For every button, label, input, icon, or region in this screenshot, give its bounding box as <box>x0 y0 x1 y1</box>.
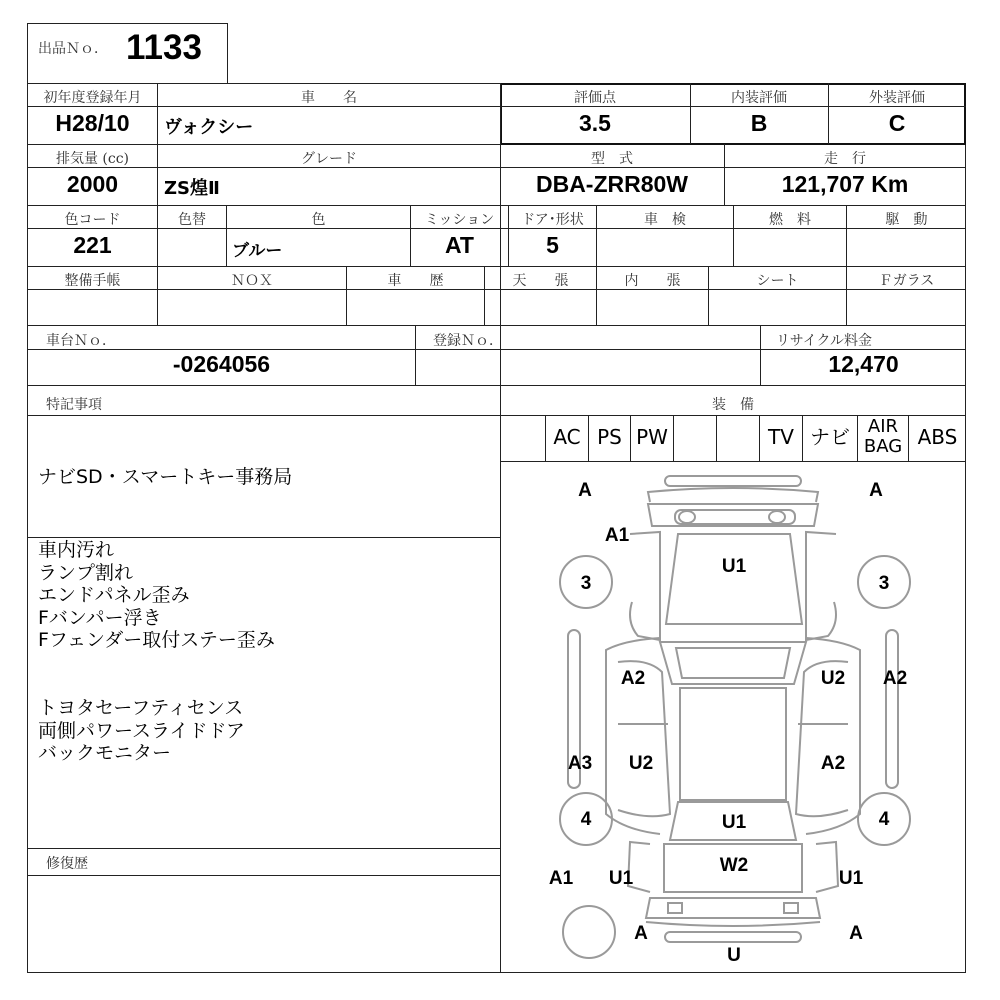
label-color-code: 色コード <box>64 212 121 228</box>
note-line: Fフェンダー取付ステー歪み <box>38 629 275 652</box>
equip-tv: TV <box>768 425 794 449</box>
damage-mark: A1 <box>548 868 574 889</box>
label-history: 車 歴 <box>387 273 444 289</box>
equip-blank <box>717 415 759 459</box>
equip-blank <box>674 415 716 459</box>
equip-ac: AC <box>553 425 581 449</box>
damage-mark: U2 <box>820 668 846 689</box>
label-drive: 駆 動 <box>885 212 928 228</box>
value-car-name: ヴォクシー <box>164 117 254 138</box>
equip-blank <box>501 415 545 459</box>
value-color: ブルー <box>232 241 283 261</box>
note-line: 車内汚れ <box>38 539 115 561</box>
value-exterior: C <box>888 110 906 136</box>
lot-number: 1133 <box>126 28 202 67</box>
value-score: 3.5 <box>579 110 611 136</box>
equip-pw: PW <box>636 425 668 449</box>
damage-mark: U1 <box>838 868 864 889</box>
value-doors: 5 <box>546 232 559 258</box>
note-line: ランプ割れ <box>38 561 134 584</box>
special-notes-list <box>38 539 275 765</box>
damage-mark: U1 <box>721 812 747 833</box>
label-model: 型 式 <box>591 151 633 167</box>
label-color: 色 <box>311 212 326 228</box>
label-doors: ドア･形状 <box>521 212 584 228</box>
value-interior: B <box>750 110 768 136</box>
label-roof: 天 張 <box>512 273 569 289</box>
equip-abs: ABS <box>917 425 958 449</box>
label-interior: 内装評価 <box>731 90 787 106</box>
label-glass: Ｆガラス <box>878 273 935 289</box>
damage-mark: U1 <box>721 556 747 577</box>
label-reg-date: 初年度登録年月 <box>43 90 142 106</box>
damage-mark: A <box>849 923 863 944</box>
label-interior-trim: 内 張 <box>624 273 681 289</box>
value-recycle: 12,470 <box>828 351 899 377</box>
damage-mark: A2 <box>882 668 908 689</box>
damage-mark: A <box>869 480 883 501</box>
note-line: エンドパネル歪み <box>38 584 190 607</box>
note-line: トヨタセーフティセンス <box>38 697 244 720</box>
equip-navi: ナビ <box>810 425 850 449</box>
label-repaint: 色替 <box>178 212 206 228</box>
damage-mark: U1 <box>608 868 634 889</box>
damage-mark: A <box>578 480 592 501</box>
lot-label: 出品Ｎｏ． <box>38 41 108 57</box>
equip-ps: PS <box>597 425 622 449</box>
value-reg-date: H28/10 <box>55 110 130 136</box>
damage-mark: A3 <box>567 753 593 774</box>
damage-mark: A <box>634 923 648 944</box>
label-grade: グレード <box>301 151 357 167</box>
note-line: 両側パワースライドドア <box>38 719 245 742</box>
label-equipment: 装 備 <box>712 397 754 413</box>
value-displacement: 2000 <box>66 171 119 197</box>
label-score: 評価点 <box>574 90 616 106</box>
label-recycle: リサイクル料金 <box>776 333 873 349</box>
note-line: Fバンパー浮き <box>38 606 162 629</box>
damage-mark: 3 <box>580 573 592 594</box>
label-fuel: 燃 料 <box>769 212 811 228</box>
label-mileage: 走 行 <box>824 151 866 167</box>
label-nox: ＮＯＸ <box>231 273 273 289</box>
label-repair-history: 修復歴 <box>46 856 88 872</box>
value-mileage: 121,707 Km <box>781 171 909 197</box>
label-displacement: 排気量 (cc) <box>55 151 130 167</box>
value-color-code: 221 <box>73 232 112 258</box>
label-transmission: ミッション <box>424 212 495 228</box>
damage-mark: U2 <box>628 753 654 774</box>
damage-mark: 3 <box>878 573 890 594</box>
damage-mark: W2 <box>719 855 749 876</box>
damage-mark: A1 <box>604 525 630 546</box>
label-registration: 登録Ｎｏ． <box>433 333 503 349</box>
value-chassis: -0264056 <box>172 351 271 377</box>
label-inspection: 車 検 <box>644 212 686 228</box>
value-transmission: AT <box>445 232 474 258</box>
damage-mark: A2 <box>820 753 846 774</box>
label-car-name: 車 名 <box>301 90 357 106</box>
label-chassis: 車台Ｎｏ． <box>46 333 116 349</box>
note-line: バックモニター <box>38 742 172 765</box>
note-line <box>38 652 275 675</box>
value-grade: ZS煌Ⅱ <box>164 178 220 199</box>
damage-mark: 4 <box>580 809 592 830</box>
label-maintenance: 整備手帳 <box>64 273 121 289</box>
vehicle-diagram <box>500 462 966 973</box>
note-line <box>38 675 275 698</box>
special-line1: ナビSD・スマートキー事務局 <box>38 466 293 488</box>
damage-mark: A2 <box>620 668 646 689</box>
label-special-notes: 特記事項 <box>46 397 102 413</box>
equip-airbag: AIR BAG <box>863 416 903 457</box>
damage-mark: U <box>727 945 741 966</box>
damage-mark: 4 <box>878 809 890 830</box>
label-exterior: 外装評価 <box>869 90 925 106</box>
label-seat: シート <box>756 273 799 289</box>
value-model: DBA-ZRR80W <box>535 171 689 197</box>
